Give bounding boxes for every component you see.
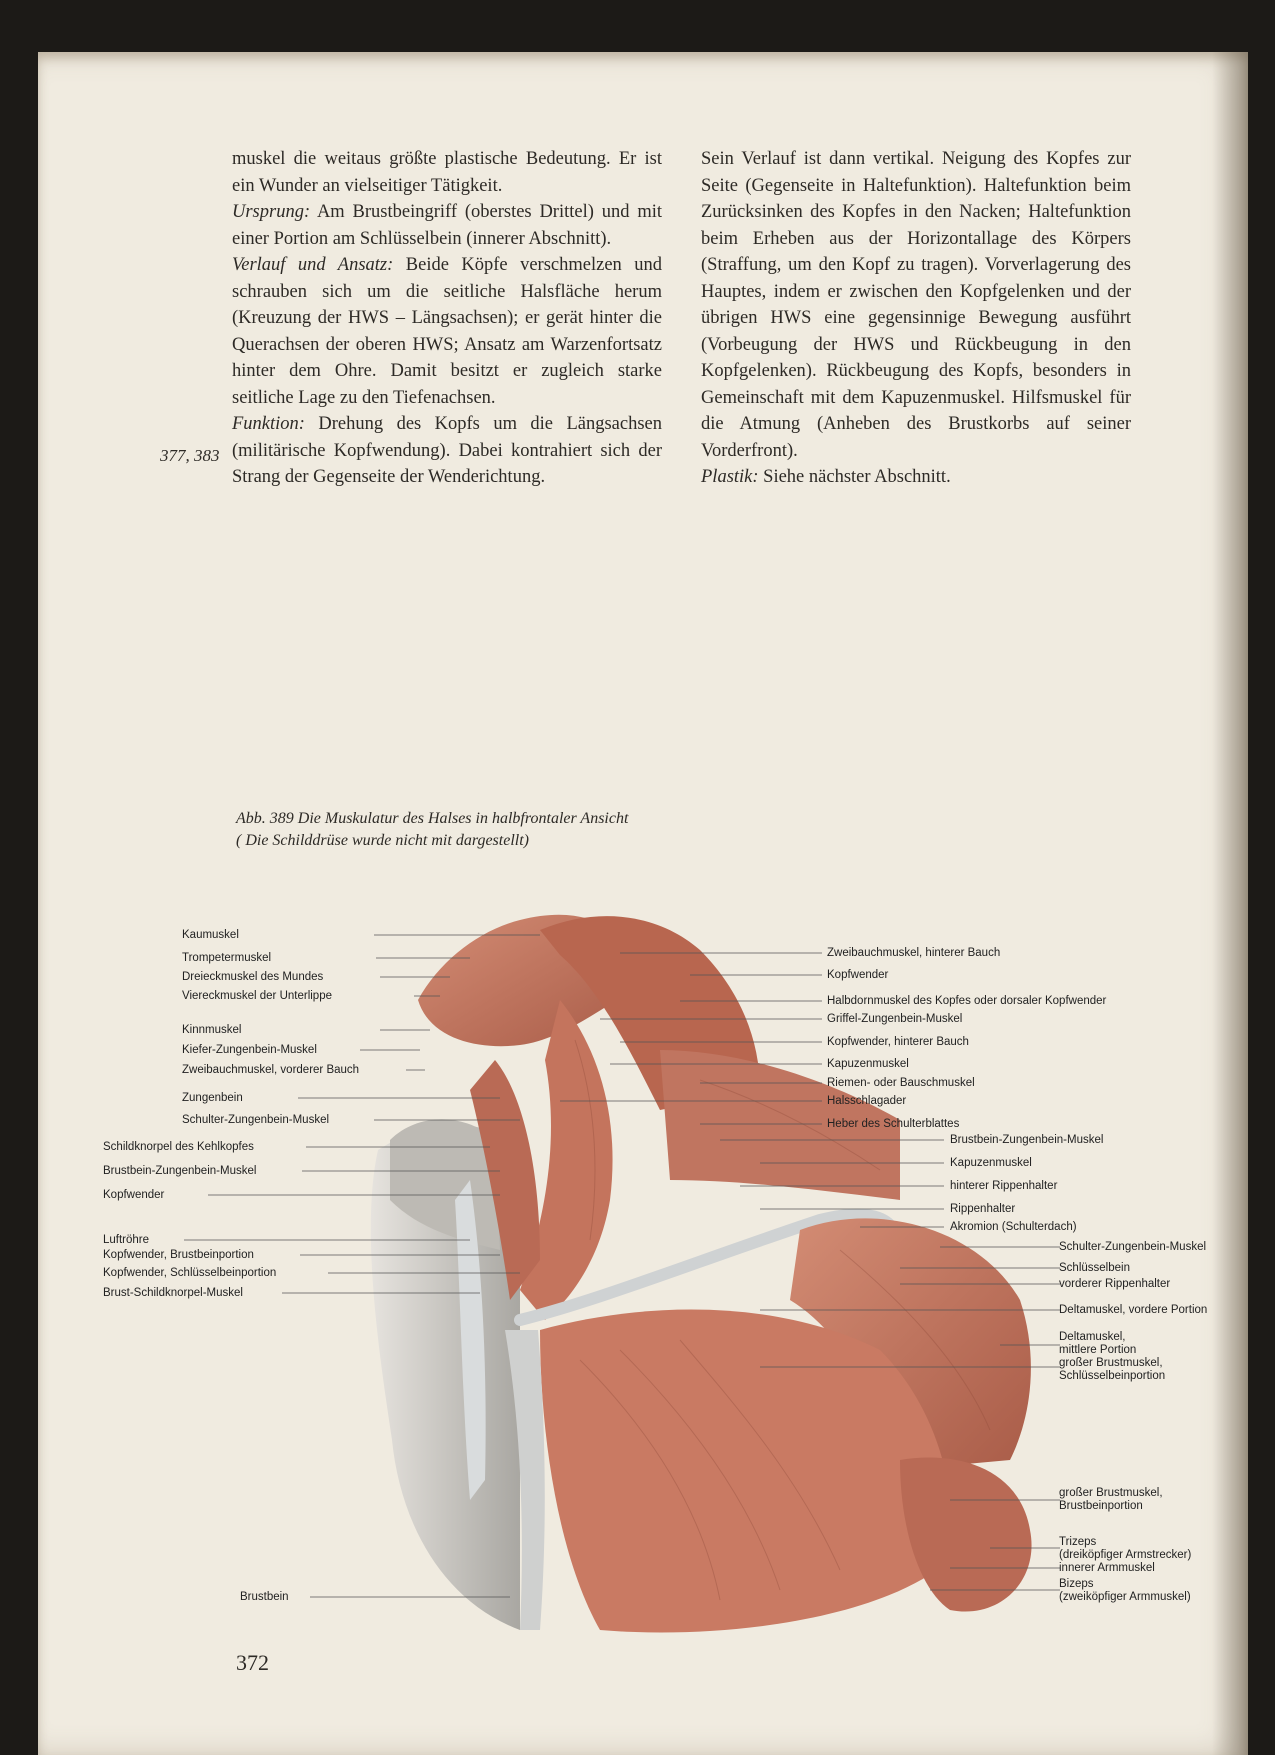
label-brust-schildknorpel: Brust-Schildknorpel-Muskel (103, 1287, 243, 1299)
label-griffel-zungenbein: Griffel-Zungenbein-Muskel (827, 1013, 963, 1025)
label-kinnmuskel: Kinnmuskel (182, 1024, 242, 1036)
label-trizeps: Trizeps (dreiköpfiger Armstrecker) (1059, 1536, 1192, 1561)
label-kopfwender-schluessel: Kopfwender, Schlüsselbeinportion (103, 1267, 277, 1279)
label-kiefer-zungenbein: Kiefer-Zungenbein-Muskel (182, 1044, 317, 1056)
label-brustmuskel-brustbein: großer Brustmuskel, Brustbeinportion (1059, 1487, 1163, 1512)
label-innerer-armmuskel: innerer Armmuskel (1059, 1562, 1155, 1574)
label-vorderer-rippenhalter: vorderer Rippenhalter (1059, 1278, 1171, 1290)
label-kapuzenmuskel-2: Kapuzenmuskel (950, 1157, 1032, 1169)
label-kopfwender-right: Kopfwender (827, 969, 889, 981)
paragraph-ursprung: Ursprung: Am Brustbeingriff (oberstes Drittel) und mit einer Portion am Schlüsselbein (innerer Abschnitt). (232, 202, 662, 249)
label-akromion: Akromion (Schulterdach) (950, 1221, 1077, 1233)
label-schulter-zungenbein: Schulter-Zungenbein-Muskel (182, 1114, 330, 1126)
caption-line-2: ( Die Schilddrüse wurde nicht mit dargestellt) (236, 832, 529, 849)
label-kopfwender-hinterer: Kopfwender, hinterer Bauch (827, 1036, 969, 1048)
label-riemenmuskel: Riemen- oder Bauschmuskel (827, 1077, 975, 1089)
label-halsschlagader: Halsschlagader (827, 1095, 907, 1107)
label-luftroehre: Luftröhre (103, 1234, 150, 1246)
label-zungenbein: Zungenbein (182, 1092, 243, 1104)
label-schluesselbein: Schlüsselbein (1059, 1262, 1130, 1274)
label-schulter-zungenbein-right: Schulter-Zungenbein-Muskel (1059, 1241, 1207, 1253)
label-kopfwender-left: Kopfwender (103, 1189, 165, 1201)
paragraph-verlauf: Verlauf und Ansatz: Beide Köpfe verschmelzen und schrauben sich um die seitliche Halsfläche herum (Kreuzung der HWS – Längsachsen); er gerät hinter die Querachsen der oberen HWS; Ansatz am Warzenfortsatz hinter dem Ohre. Damit besitzt er zugleich starke seitliche Lage zu den Tiefenachsen. (232, 255, 662, 408)
label-brustbein-zungenbein-left: Brustbein-Zungenbein-Muskel (103, 1165, 257, 1177)
label-brustbein-zungenbein-right: Brustbein-Zungenbein-Muskel (950, 1134, 1104, 1146)
label-deltamuskel-vordere: Deltamuskel, vordere Portion (1059, 1304, 1208, 1316)
paragraph-verlauf-cont: Sein Verlauf ist dann vertikal. Neigung des Kopfes zur Seite (Gegenseite in Haltefunktion). Haltefunktion beim Zurücksinken des Kopfes in den Nacken; Haltefunktion beim Erheben aus der Horizontallage des Körpers (Straffung, um den Kopf zu tragen). Vorverlagerung des Hauptes, indem er zwischen den Kopfgelenken und der übrigen HWS eine gegensinnige Bewegung ausführt (Vorbeugung der HWS und Rückbeugung in den Kopfgelenken). Rückbeugung des Kopfs, besonders in Gemeinschaft mit dem Kapuzenmuskel. Hilfsmuskel für die Atmung (Anheben des Brustkorbs auf seiner Vorderfront). (701, 149, 1131, 461)
paragraph-funktion: Funktion: Drehung des Kopfs um die Längsachsen (militärische Kopfwendung). Dabei kontrahiert sich der Strang der Gegenseite der Wenderichtung. (232, 414, 662, 487)
label-bizeps: Bizeps (zweiköpfiger Armmuskel) (1059, 1578, 1191, 1603)
label-trompetermuskel: Trompetermuskel (182, 952, 272, 964)
label-kaumuskel: Kaumuskel (182, 929, 239, 941)
label-rippenhalter: Rippenhalter (950, 1203, 1016, 1215)
label-kopfwender-brustbein: Kopfwender, Brustbeinportion (103, 1249, 254, 1261)
label-schildknorpel: Schildknorpel des Kehlkopfes (103, 1141, 254, 1153)
caption-line-1: Abb. 389 Die Muskulatur des Halses in halbfrontaler Ansicht (236, 810, 629, 827)
paragraph-intro: muskel die weitaus größte plastische Bedeutung. Er ist ein Wunder an vielseitiger Tätigkeit. (232, 149, 662, 196)
label-brustmuskel-schluessel: großer Brustmuskel, Schlüsselbeinportion (1059, 1357, 1166, 1382)
label-zweibauch-hinterer: Zweibauchmuskel, hinterer Bauch (827, 947, 1001, 959)
sternocleidomastoid (520, 1000, 613, 1320)
upper-arm (900, 1458, 1032, 1612)
label-heber-schulterblatt: Heber des Schulterblattes (827, 1118, 960, 1130)
paragraph-plastik: Plastik: Siehe nächster Abschnitt. (701, 467, 951, 487)
label-deltamuskel-mittlere: Deltamuskel, mittlere Portion (1059, 1331, 1137, 1356)
page-number: 372 (236, 1650, 269, 1675)
label-zweibauch-vorderer: Zweibauchmuskel, vorderer Bauch (182, 1064, 360, 1076)
label-hinterer-rippenhalter: hinterer Rippenhalter (950, 1180, 1058, 1192)
label-kapuzenmuskel-1: Kapuzenmuskel (827, 1058, 909, 1070)
label-halbdornmuskel: Halbdornmuskel des Kopfes oder dorsaler Kopfwender (827, 995, 1107, 1007)
label-brustbein: Brustbein (240, 1591, 289, 1603)
margin-reference: 377, 383 (160, 446, 220, 465)
label-viereckmuskel: Viereckmuskel der Unterlippe (182, 990, 332, 1002)
label-dreieckmuskel: Dreieckmuskel des Mundes (182, 971, 324, 983)
